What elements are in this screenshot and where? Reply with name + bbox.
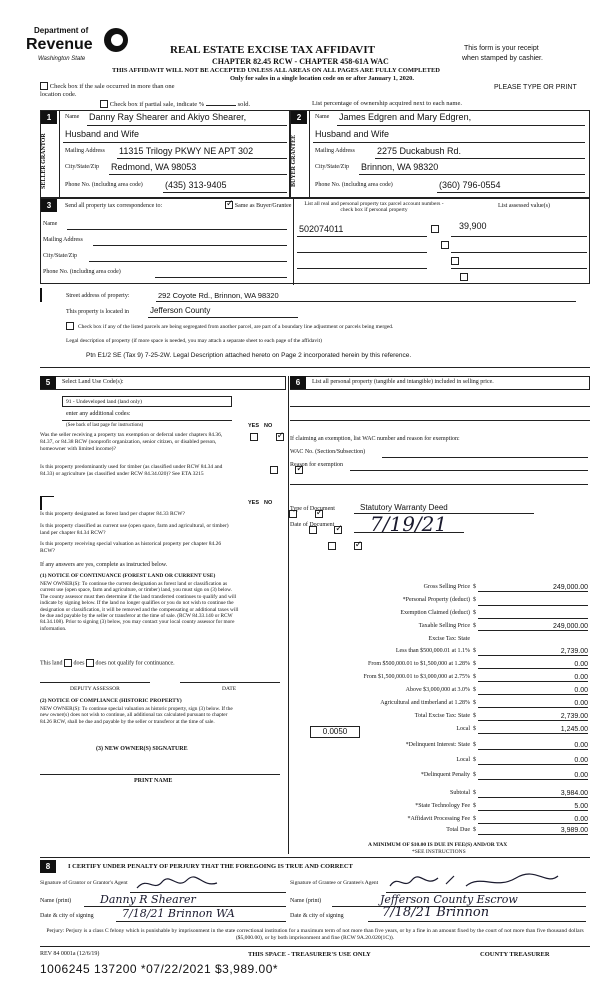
- tier2-label: From $500,000.01 to $1,500,000 at 1.28%: [368, 661, 470, 667]
- dollar-sign: $: [473, 726, 476, 732]
- tier1-row: [290, 648, 588, 659]
- doc-date-label: Date of Document: [290, 522, 335, 528]
- section-1-seller: [40, 110, 290, 198]
- s3-mailing-label: Mailing Address: [43, 237, 83, 243]
- grantor-signature-icon: [132, 874, 282, 894]
- subtotal-label: Subtotal: [449, 790, 470, 796]
- notice-2-title: (2) NOTICE OF COMPLIANCE (HISTORIC PROPERTY): [40, 698, 182, 704]
- personal-value: [478, 597, 588, 606]
- receipt-stamp: 1006245 137200 *07/22/2021 $3,989.00*: [40, 962, 279, 976]
- buyer-phone-label: Phone No. (including area code): [315, 182, 393, 188]
- perjury-text: Perjury: Perjury is a class C felony which is punishable by imprisonment in the state correctional institution for a maximum term of not more than five years, or by a fine in an amount fixed by the court of not more than five thousand dollars ($5,000.00), or by both imprisonment and fine (RCW 9A.20.020(1C)).: [46, 928, 584, 941]
- grantor-date: 7/18/21 Brinnon WA: [122, 907, 235, 920]
- local-row: [290, 726, 588, 739]
- personal-property-label: List all personal property (tangible and intangible) included in selling price.: [312, 379, 494, 385]
- buyer-city-label: City/State/Zip: [315, 164, 349, 170]
- dollar-sign: $: [473, 803, 476, 809]
- dollar-sign: $: [473, 742, 476, 748]
- no-header-1: NO: [264, 423, 273, 429]
- seller-city: Redmond, WA 98053: [111, 162, 197, 172]
- local-rate-box: 0.0050: [310, 726, 360, 738]
- doc-type-label: Type of Document: [290, 506, 335, 512]
- dollar-sign: $: [473, 816, 476, 822]
- grantor-name-label: Name (print): [40, 898, 72, 904]
- located-label: This property is located in: [66, 309, 129, 315]
- section-2-number: 2: [291, 111, 307, 124]
- treasurer-only: THIS SPACE - TREASURER'S USE ONLY: [248, 951, 371, 958]
- affidavit-fee-value: 0.00: [478, 816, 588, 824]
- multiple-location-checkbox[interactable]: [40, 82, 48, 90]
- ag-value: 0.00: [478, 700, 588, 708]
- additional-codes-label: enter any additional codes:: [66, 411, 131, 417]
- buyer-mailing-label: Mailing Address: [315, 148, 355, 154]
- total-due-label: Total Due: [446, 827, 470, 833]
- section-4-number: [40, 288, 44, 302]
- legal-label: Legal description of property (if more space is needed, you may attach a separate sheet to each page of the affidavit): [66, 338, 322, 344]
- tier3-value: 0.00: [478, 674, 588, 682]
- seller-mailing-label: Mailing Address: [65, 148, 105, 154]
- section-6-marker: [40, 496, 54, 510]
- does-checkbox[interactable]: [64, 659, 72, 667]
- dollar-sign: $: [473, 713, 476, 719]
- buyer-name-1: James Edgren and Mary Edgren,: [339, 112, 472, 122]
- tech-fee-row: [290, 803, 588, 814]
- buyer-mailing: 2275 Duckabush Rd.: [377, 146, 462, 156]
- see-back-label: (See back of last page for instructions): [66, 423, 144, 428]
- taxable-label: Taxable Selling Price: [418, 623, 470, 629]
- does-not-label: does not qualify for continuance.: [95, 660, 175, 667]
- buyer-name-label: Name: [315, 114, 330, 120]
- total-due-value: 3,989.00: [478, 827, 588, 835]
- grantor-signature[interactable]: [132, 874, 282, 892]
- doc-date: 7/19/21: [370, 512, 448, 536]
- seller-name-1: Danny Ray Shearer and Akiyo Shearer,: [89, 112, 247, 122]
- dollar-sign: $: [473, 790, 476, 796]
- same-as-buyer-checkbox[interactable]: [225, 201, 233, 209]
- ag-label: Agricultural and timberland at 1.28%: [380, 700, 470, 706]
- section-8-certification: [40, 857, 590, 947]
- affidavit-fee-row: [290, 816, 588, 827]
- total-state-row: [290, 713, 588, 724]
- segregated-checkbox[interactable]: [66, 322, 74, 330]
- taxable-value: 249,000.00: [478, 623, 588, 631]
- dollar-sign: $: [473, 674, 476, 680]
- section-6-number: 6: [290, 376, 306, 389]
- continuance-row: [40, 659, 175, 667]
- assessed-header: List assessed value(s): [498, 203, 550, 209]
- delinq-local-value: 0.00: [478, 757, 588, 765]
- certify-text: I CERTIFY UNDER PENALTY OF PERJURY THAT THE FOREGOING IS TRUE AND CORRECT: [68, 863, 353, 870]
- tier4-row: [290, 687, 588, 698]
- gross-value: 249,000.00: [478, 584, 588, 592]
- does-label: does: [73, 660, 85, 667]
- section-4-property: [40, 284, 590, 368]
- logo-mark-icon: [104, 28, 128, 52]
- local-label: Local: [456, 726, 470, 732]
- same-as-buyer-label: Same as Buyer/Grantee: [234, 203, 292, 209]
- excise-state-label: Excise Tax: State: [428, 636, 470, 642]
- buyer-name-2: Husband and Wife: [315, 129, 390, 139]
- dept-line2: Revenue: [26, 36, 93, 53]
- buyer-city: Brinnon, WA 98320: [361, 162, 439, 172]
- multiple-location-row: [40, 82, 180, 98]
- personal-label: *Personal Property (deduct): [402, 597, 470, 603]
- form-number: REV 84 0001a (12/6/19): [40, 951, 100, 957]
- land-use-select[interactable]: [62, 396, 232, 407]
- dor-logo: [4, 6, 124, 62]
- exemption-label: If claiming an exemption, list WAC number and reason for exemption:: [290, 436, 460, 442]
- question-1: Was the seller receiving a property tax exemption or deferral under chapters 84.36, 84.37, or 84.38 RCW (nonprofit organization, senior citizen, or disabled person, homeowner with limited income)?: [40, 432, 223, 452]
- warning-text: THIS AFFIDAVIT WILL NOT BE ACCEPTED UNLESS ALL AREAS ON ALL PAGES ARE FULLY COMPLETED: [112, 67, 440, 74]
- only-for-sales: Only for sales in a single location code on or after January 1, 2020.: [230, 75, 414, 82]
- multiple-location-label: Check box if the sale occurred in more than one location code.: [40, 83, 175, 99]
- q1-yes-checkbox[interactable]: [250, 433, 258, 441]
- gross-row: [290, 584, 588, 595]
- total-due-row: [290, 827, 588, 838]
- excise-state-row: [290, 636, 588, 647]
- seller-side-label: SELLER GRANTOR: [41, 133, 47, 189]
- land-use-label: Select Land Use Code(s):: [62, 379, 124, 385]
- section-8-number: 8: [40, 860, 56, 873]
- street-label: Street address of property:: [66, 293, 130, 299]
- grantor-signature-label: Signature of Grantor or Grantor's Agent: [40, 880, 128, 886]
- exemption-row: [290, 610, 588, 621]
- affidavit-fee-label: *Affidavit Processing Fee: [407, 816, 470, 822]
- question-4: Is this property classified as current use (open space, farm and agricultural, or timber) land per chapter 84.34 RCW?: [40, 523, 229, 536]
- section-3-number: 3: [41, 199, 57, 212]
- county-treasurer: COUNTY TREASURER: [480, 951, 550, 958]
- tier4-label: Above $3,000,000 at 3.0%: [405, 687, 470, 693]
- segregated-label: Check box if any of the listed parcels are being segregated from another parcel, are part of a boundary line adjustment or parcels being merged.: [78, 324, 394, 330]
- grantee-signature[interactable]: [386, 870, 566, 892]
- dept-line1: Department of: [34, 26, 89, 35]
- deputy-assessor-label: DEPUTY ASSESSOR: [70, 686, 120, 692]
- s3-phone-label: Phone No. (including area code): [43, 269, 121, 275]
- dollar-sign: $: [473, 584, 476, 590]
- tier3-row: [290, 674, 588, 685]
- see-instructions: *SEE INSTRUCTIONS: [412, 849, 466, 855]
- seller-phone: (435) 313-9405: [165, 180, 227, 190]
- new-owner-signature-label: (3) NEW OWNER(S) SIGNATURE: [96, 746, 188, 752]
- wac-label: WAC No. (Section/Subsection): [290, 449, 366, 455]
- partial-sale-label: Check box if partial sale, indicate %: [109, 101, 205, 108]
- seller-city-label: City/State/Zip: [65, 164, 99, 170]
- dept-line3: Washington State: [38, 56, 86, 62]
- mid-divider: [288, 376, 289, 854]
- grantee-date: 7/18/21 Brinnon: [382, 905, 490, 920]
- buyer-side-label: BUYER GRANTEE: [291, 134, 297, 188]
- parcel-header: List all real and personal property tax parcel account numbers - check box if personal property: [304, 201, 444, 213]
- personal-property-checkbox-1[interactable]: [431, 225, 439, 233]
- receipt-note-1: This form is your receipt: [464, 45, 539, 52]
- tech-fee-label: *State Technology Fee: [415, 803, 470, 809]
- seller-mailing: 11315 Trilogy PKWY NE APT 302: [119, 146, 254, 156]
- dollar-sign: $: [473, 687, 476, 693]
- exemption-value: [478, 610, 588, 619]
- minimum-note: A MINIMUM OF $10.00 IS DUE IN FEE(S) AND/OR TAX: [368, 842, 508, 848]
- parcel-number: 502074011: [299, 224, 344, 234]
- dollar-sign: $: [473, 623, 476, 629]
- print-name-label: PRINT NAME: [134, 778, 173, 784]
- local-value: 1,245.00: [478, 726, 588, 734]
- dollar-sign: $: [473, 648, 476, 654]
- question-2: Is this property predominantly used for timber (as classified under RCW 84.34 and 84.33) or agriculture (as classified under RCW 84.34.020)? See ETA 3215: [40, 464, 223, 477]
- sold-label: sold.: [237, 101, 251, 108]
- seller-name-2: Husband and Wife: [65, 129, 140, 139]
- seller-phone-label: Phone No. (including area code): [65, 182, 143, 188]
- yes-header-2: YES: [248, 500, 260, 506]
- tier4-value: 0.00: [478, 687, 588, 695]
- subtotal-value: 3,984.00: [478, 790, 588, 798]
- tier1-value: 2,739.00: [478, 648, 588, 656]
- form-title: REAL ESTATE EXCISE TAX AFFIDAVIT: [170, 44, 375, 56]
- receipt-note-2: when stamped by cashier.: [462, 55, 543, 62]
- send-to-label: Send all property tax correspondence to:: [65, 203, 163, 209]
- reason-label: Reason for exemption: [290, 462, 343, 468]
- yes-header-1: YES: [248, 423, 260, 429]
- form-subtitle: CHAPTER 82.45 RCW - CHAPTER 458-61A WAC: [212, 57, 389, 66]
- delinq-penalty-label: *Delinquent Penalty: [420, 772, 470, 778]
- notice-1-title: (1) NOTICE OF CONTINUANCE (FOREST LAND OR CURRENT USE): [40, 573, 216, 579]
- located-county: Jefferson County: [150, 306, 211, 315]
- delinq-state-label: *Delinquent Interest: State: [405, 742, 470, 748]
- tier3-label: From $1,500,000.01 to $3,000,000 at 2.75%: [363, 674, 470, 680]
- question-3: Is this property designated as forest land per chapter 84.33 RCW?: [40, 511, 185, 517]
- s3-name-label: Name: [43, 221, 58, 227]
- exemption-claimed-label: Exemption Claimed (deduct): [400, 610, 470, 616]
- delinq-state-value: 0.00: [478, 742, 588, 750]
- grantee-name-label: Name (print): [290, 898, 322, 904]
- s3-city-label: City/State/Zip: [43, 253, 77, 259]
- dollar-sign: $: [473, 597, 476, 603]
- section-3-correspondence: [40, 198, 590, 284]
- delinq-local-row: [290, 757, 588, 768]
- section-5-number: 5: [40, 376, 56, 389]
- grantee-signature-icon: [386, 870, 566, 894]
- grantee-name: Jefferson County Escrow: [380, 893, 518, 906]
- land-use-value: 91 - Undeveloped land (land only): [66, 399, 142, 405]
- subtotal-row: [290, 790, 588, 801]
- delinq-penalty-row: [290, 772, 588, 783]
- dollar-sign: $: [473, 610, 476, 616]
- doc-type: Statutory Warranty Deed: [360, 503, 448, 512]
- partial-sale-checkbox[interactable]: [100, 100, 108, 108]
- notice-2-body: NEW OWNER(S): To continue special valuation as historic property, sign (3) below. If the new owner(s) does not wish to continue, all additional tax calculated pursuant to chapter 84.26 RCW, shall be due and payable by the seller or transferor at the time of sale.: [40, 706, 233, 725]
- buyer-phone: (360) 796-0554: [439, 180, 501, 190]
- personal-property-checkbox-4[interactable]: [460, 273, 468, 281]
- this-land-label: This land: [40, 660, 63, 667]
- delinq-local-label: Local: [456, 757, 470, 763]
- section-5-land-use: [40, 376, 286, 854]
- dollar-sign: $: [473, 700, 476, 706]
- total-state-label: Total Excise Tax: State: [414, 713, 470, 719]
- assessed-value: 39,900: [459, 221, 487, 231]
- grantor-name: Danny R Shearer: [100, 893, 196, 906]
- grantor-date-label: Date & city of signing: [40, 913, 94, 919]
- tech-fee-value: 5.00: [478, 803, 588, 811]
- legal-description: Ptn E1/2 SE (Tax 9) 7-25-2W. Legal Description attached hereto on Page 2 incorporated herein by this reference.: [86, 352, 412, 359]
- question-5: Is this property receiving special valuation as historical property per chapter 84.26 RCW?: [40, 541, 222, 554]
- section-2-buyer: [290, 110, 590, 198]
- list-percentage: List percentage of ownership acquired next to each name.: [312, 100, 462, 107]
- please-type: PLEASE TYPE OR PRINT: [494, 84, 577, 91]
- q2-yes-checkbox[interactable]: [270, 466, 278, 474]
- tier2-row: [290, 661, 588, 672]
- partial-sale-row: [100, 100, 250, 108]
- does-not-checkbox[interactable]: [86, 659, 94, 667]
- section-1-number: 1: [41, 111, 57, 124]
- date-label: DATE: [222, 686, 237, 692]
- personal-property-checkbox-3[interactable]: [451, 257, 459, 265]
- delinq-state-row: [290, 742, 588, 753]
- grantee-date-label: Date & city of signing: [290, 913, 344, 919]
- q1-no-checkbox[interactable]: [276, 433, 284, 441]
- tier1-label: Less than $500,000.01 at 1.1%: [395, 648, 470, 654]
- notice-1-body: NEW OWNER(S): To continue the current designation as forest land or classification as current use (open space, farm and agriculture, or timber) land, you must sign on (3) below. The county assessor must then determine if the land transferred continues to qualify and will indicate by signing below. If the land no longer qualifies or you do not wish to continue the designation or classification, it will be removed and the compensating or additional taxes will be due and payable by the seller or transferor at the time of sale. (RCW 84.33.140 or RCW 84.34.108). Prior to signing (3) below, you may contact your local county assessor for more information.: [40, 581, 239, 632]
- total-state-value: 2,739.00: [478, 713, 588, 721]
- dollar-sign: $: [473, 772, 476, 778]
- street-address: 292 Coyote Rd., Brinnon, WA 98320: [158, 291, 279, 300]
- delinq-penalty-value: 0.00: [478, 772, 588, 780]
- if-yes-text: If any answers are yes, complete as instructed below.: [40, 562, 168, 568]
- taxable-row: [290, 623, 588, 634]
- personal-property-checkbox-2[interactable]: [441, 241, 449, 249]
- dollar-sign: $: [473, 661, 476, 667]
- ag-row: [290, 700, 588, 711]
- gross-label: Gross Selling Price: [423, 584, 470, 590]
- seller-name-label: Name: [65, 114, 80, 120]
- no-header-2: NO: [264, 500, 273, 506]
- dollar-sign: $: [473, 827, 476, 833]
- dollar-sign: $: [473, 757, 476, 763]
- tier2-value: 0.00: [478, 661, 588, 669]
- personal-row: [290, 597, 588, 608]
- grantee-signature-label: Signature of Grantee or Grantee's Agent: [290, 880, 379, 886]
